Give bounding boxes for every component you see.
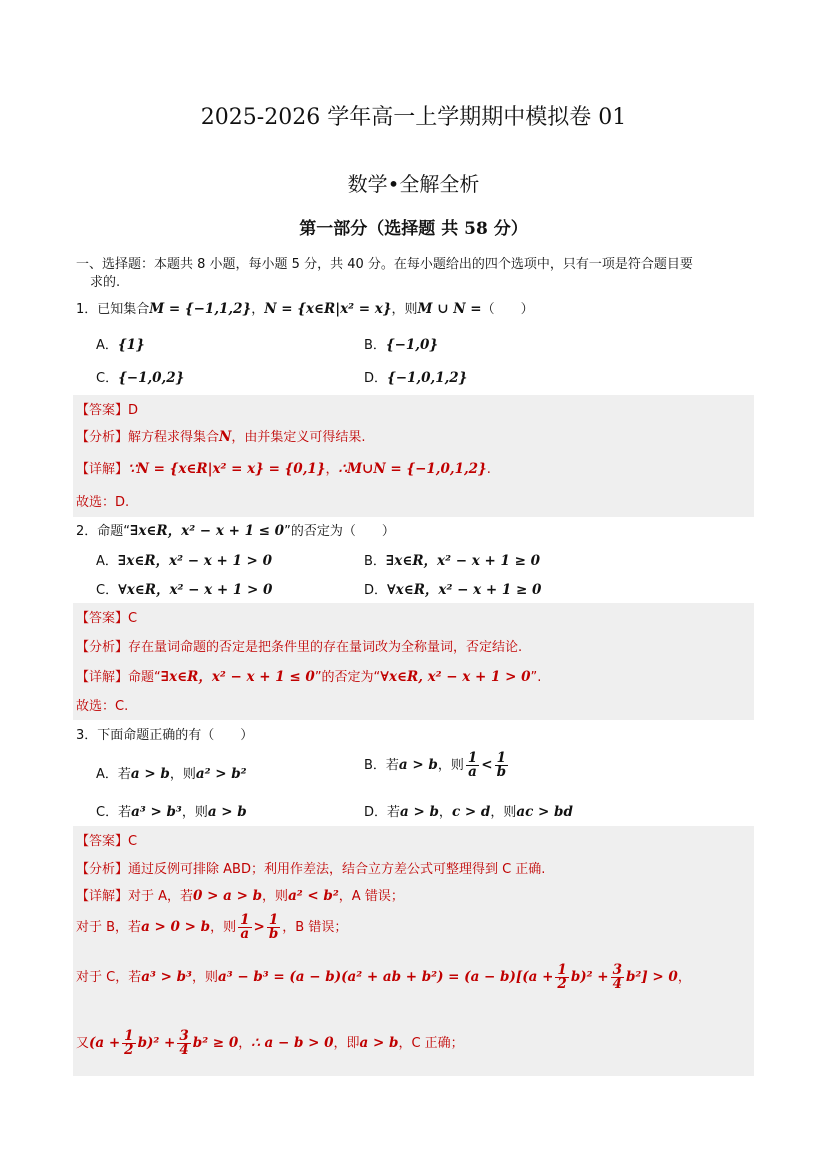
q3-option-d: D．若a > b，c > d，则ac > bd	[364, 804, 573, 820]
q3-option-b: B．若a > b，则 $\frac{1}{a}$ < $\frac{1}{b}$	[364, 750, 507, 780]
q2-answer: 【答案】C	[76, 611, 138, 626]
fraction: $\frac{1}{b}$	[496, 750, 507, 780]
q2-option-d: D．∀x∈R，x² − x + 1 ≥ 0	[364, 582, 542, 598]
q2-detail: 【详解】命题“∃x∈R，x² − x + 1 ≤ 0”的否定为“∀x∈R, x² − x + 1 > 0”.	[76, 669, 542, 685]
q1-option-b: B．{−1,0}	[364, 337, 439, 353]
fraction: $\frac{1}{2}$	[124, 1028, 134, 1058]
q3-analysis: 【分析】通过反例可排除 ABD；利用作差法，结合立方差公式可整理得到 C 正确.	[76, 862, 546, 877]
page-subtitle: 数学•全解全析	[347, 172, 480, 196]
q2-option-a: A．∃x∈R，x² − x + 1 > 0	[96, 553, 272, 569]
q2-option-c: C．∀x∈R，x² − x + 1 > 0	[96, 582, 273, 598]
question-2-stem: 2．命题“∃x∈R，x² − x + 1 ≤ 0”的否定为（ ）	[76, 523, 395, 539]
q1-solution-box	[73, 395, 754, 517]
q3-answer: 【答案】C	[76, 834, 138, 849]
question-3-stem: 3．下面命题正确的有（ ）	[76, 728, 254, 743]
q3-option-c: C．若a³ > b³，则a > b	[96, 804, 247, 820]
set-n: N = {x∈R|x² = x}	[264, 301, 392, 317]
q2-option-b: B．∃x∈R，x² − x + 1 ≥ 0	[364, 553, 540, 569]
page-title: 2025-2026 学年高一上学期期中模拟卷 01	[200, 105, 627, 130]
fraction: $\frac{1}{a}$	[240, 912, 250, 942]
set-m: M = {−1,1,2}	[149, 301, 252, 317]
q1-option-c: C．{−1,0,2}	[96, 370, 185, 386]
fraction: $\frac{1}{a}$	[467, 750, 478, 780]
union-expression: M ∪ N =	[417, 301, 482, 317]
q2-analysis: 【分析】存在量词命题的否定是把条件里的存在量词改为全称量词，否定结论.	[76, 640, 523, 655]
q3-option-a: A．若a > b，则a² > b²	[96, 766, 247, 782]
q1-option-a: A．{1}	[96, 337, 145, 353]
instructions	[76, 256, 756, 292]
q1-answer: 【答案】D	[76, 403, 139, 418]
fraction: $\frac{1}{2}$	[557, 962, 567, 992]
instructions-line-1: 一、选择题：本题共 8 小题，每小题 5 分，共 40 分。在每小题给出的四个选项中，只有一项是符合题目要	[76, 257, 693, 272]
q2-conclusion: 故选：C.	[76, 699, 129, 714]
q2-solution-box	[73, 603, 754, 720]
q1-analysis: 【分析】解方程求得集合N，由并集定义可得结果.	[76, 429, 366, 445]
q1-detail: 【详解】∵N = {x∈R|x² = x} = {0,1}，∴M∪N = {−1,0,1,2}.	[76, 461, 491, 477]
fraction: $\frac{1}{b}$	[268, 912, 279, 942]
q3-detail-c: 对于 C，若a³ > b³，则a³ − b³ = (a − b)(a² + ab + b²) = (a − b)[(a + $\frac{1}{2}$ b)² + $\frac{3}{4}$ b²] > 0，	[76, 962, 691, 992]
q3-detail-b: 对于 B，若a > 0 > b，则 $\frac{1}{a}$ > $\frac{1}{b}$ ，B 错误；	[76, 912, 348, 942]
fraction: $\frac{3}{4}$	[179, 1028, 189, 1058]
fraction: $\frac{3}{4}$	[612, 962, 622, 992]
section-heading: 第一部分（选择题 共 58 分）	[299, 219, 528, 239]
q1-conclusion: 故选：D.	[76, 495, 130, 510]
instructions-line-2: 求的.	[90, 275, 121, 290]
q3-detail-a: 【详解】对于 A，若0 > a > b，则a² < b²，A 错误；	[76, 888, 404, 904]
q1-option-d: D．{−1,0,1,2}	[364, 370, 468, 386]
q3-detail-d: 又(a + $\frac{1}{2}$ b)² + $\frac{3}{4}$ b² ≥ 0，∴ a − b > 0，即a > b，C 正确；	[76, 1028, 464, 1058]
question-1-stem: 1．已知集合M = {−1,1,2}，N = {x∈R|x² = x}，则M ∪ N =（ ）	[76, 301, 534, 317]
